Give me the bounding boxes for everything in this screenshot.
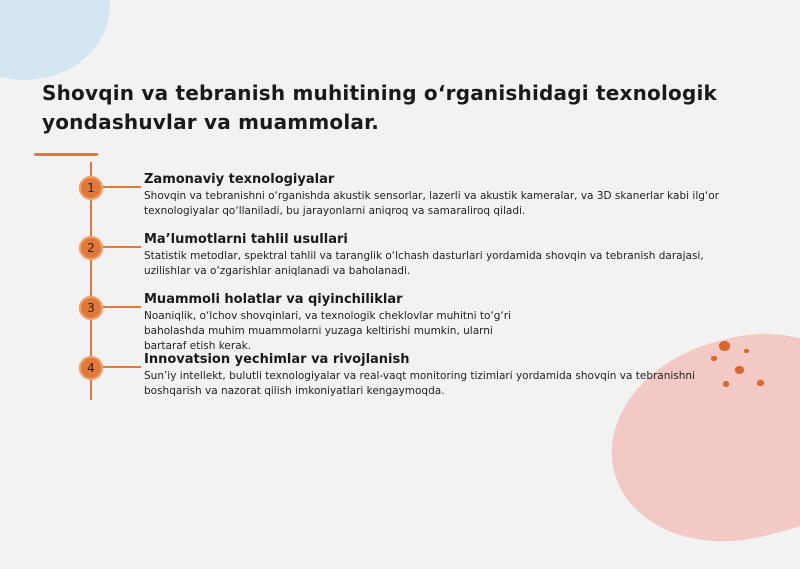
slide-title-line-2: yondashuvlar va muammolar. — [42, 110, 380, 134]
decorative-dot — [719, 341, 730, 351]
item-description: Noaniqlik, o‘lchov shovqinlari, va texnologik cheklovlar muhitni to‘g‘ri baholashda muhim muammolarni yuzaga keltirishi mumkin, ularni bartaraf etish kerak. — [144, 310, 512, 352]
item-description: Statistik metodlar, spektral tahlil va taranglik o‘lchash dasturlari yordamida shovqin va tebranish darajasi, uzilishlar va o‘zgarishlar aniqlanadi va baholanadi. — [144, 250, 704, 277]
timeline-item-1 — [144, 171, 744, 219]
timeline-item-4 — [144, 351, 744, 399]
slide-title — [42, 79, 742, 137]
decorative-dot — [744, 349, 749, 353]
decorative-pink-blob — [589, 309, 800, 569]
timeline-node-1: 1 — [79, 176, 103, 200]
item-heading: Zamonaviy texnologiyalar — [144, 172, 335, 187]
timeline-connector — [103, 246, 141, 248]
timeline-connector — [103, 306, 141, 308]
timeline-node-4: 4 — [79, 356, 103, 380]
timeline-node-2: 2 — [79, 236, 103, 260]
item-description: Shovqin va tebranishni o‘rganishda akustik sensorlar, lazerli va akustik kameralar, va 3D skanerlar kabi ilg‘or texnologiyalar qo‘llaniladi, bu jarayonlarni aniqroq va samaraliroq qiladi. — [144, 190, 719, 217]
title-underline — [34, 153, 98, 156]
item-heading: Ma’lumotlarni tahlil usullari — [144, 232, 348, 247]
decorative-blue-blob — [0, 0, 110, 80]
slide-title-line-1: Shovqin va tebranish muhitining o‘rganishidagi texnologik — [42, 81, 718, 105]
timeline-connector — [103, 366, 141, 368]
timeline-connector — [103, 186, 141, 188]
decorative-dot — [757, 380, 764, 386]
timeline-item-3 — [144, 291, 524, 354]
timeline-node-3: 3 — [79, 296, 103, 320]
item-heading: Innovatsion yechimlar va rivojlanish — [144, 352, 410, 367]
item-heading: Muammoli holatlar va qiyinchiliklar — [144, 292, 403, 307]
item-description: Sun’iy intellekt, bulutli texnologiyalar va real-vaqt monitoring tizimlari yordamida shovqin va tebranishni boshqarish va nazorat qilish imkoniyatlari kengaymoqda. — [144, 370, 696, 397]
timeline-item-2 — [144, 231, 744, 279]
